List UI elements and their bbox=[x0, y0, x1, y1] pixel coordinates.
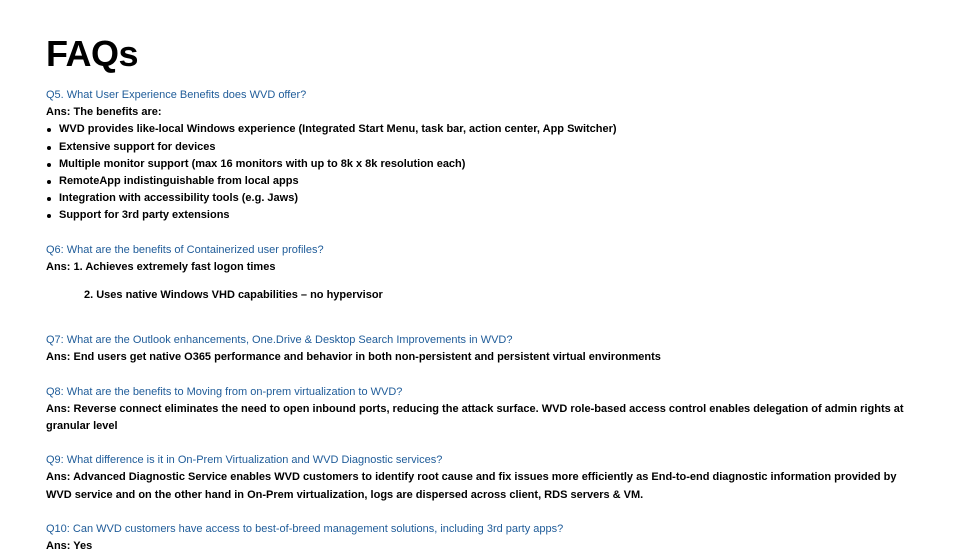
list-item bbox=[46, 190, 916, 207]
bullet-icon bbox=[47, 163, 51, 167]
faq-answer-q6: Ans: 1. Achieves extremely fast logon times bbox=[46, 260, 276, 273]
faq-question-q10: Q10: Can WVD customers have access to best-of-breed management solutions, including 3rd party apps? bbox=[46, 522, 564, 535]
list-item bbox=[46, 173, 916, 190]
faq-answer-q10: Ans: Yes bbox=[46, 540, 93, 553]
faq-content bbox=[46, 87, 916, 555]
faq-answer-q9: Ans: Advanced Diagnostic Service enables WVD customers to identify root cause and fix issues more efficiently as End-to-end diagnostic information provided by WVD service and on the other hand in On-Prem virtualization, logs are dispersed across client, RDS servers & VM. bbox=[46, 471, 897, 501]
list-item bbox=[46, 139, 916, 156]
spacer bbox=[46, 225, 916, 242]
faq-question-q8: Q8: What are the benefits to Moving from on-prem virtualization to WVD? bbox=[46, 385, 403, 398]
list-item bbox=[46, 121, 916, 138]
faq-answer-q8: Ans: Reverse connect eliminates the need to open inbound ports, reducing the attack surface. WVD role-based access control enables delegation of admin rights at granular level bbox=[46, 402, 904, 433]
bullet-text: Extensive support for devices bbox=[59, 140, 216, 153]
spacer bbox=[46, 504, 916, 521]
faq-question-q6: Q6: What are the benefits of Containerized user profiles? bbox=[46, 243, 324, 256]
faq-question-q5: Q5. What User Experience Benefits does WVD offer? bbox=[46, 89, 307, 101]
list-item bbox=[46, 207, 916, 224]
faq-answer-q7: Ans: End users get native O365 performance and behavior in both non-persistent and persistent virtual environments bbox=[46, 351, 661, 364]
bullet-text: Support for 3rd party extensions bbox=[59, 209, 230, 222]
bullet-text: Multiple monitor support (max 16 monitors with up to 8k x 8k resolution each) bbox=[59, 157, 466, 170]
bullet-icon bbox=[47, 214, 51, 218]
spacer bbox=[46, 367, 916, 384]
faq-answer-q5: Ans: The benefits are: bbox=[46, 106, 162, 119]
faq-question-q9: Q9: What difference is it in On-Prem Virtualization and WVD Diagnostic services? bbox=[46, 454, 443, 467]
bullet-text: WVD provides like-local Windows experience (Integrated Start Menu, task bar, action center, App Switcher) bbox=[59, 123, 617, 136]
bullet-icon bbox=[47, 128, 51, 132]
faq-question-q7: Q7: What are the Outlook enhancements, One.Drive & Desktop Search Improvements in WVD? bbox=[46, 334, 513, 347]
list-item bbox=[46, 156, 916, 173]
bullet-text: RemoteApp indistinguishable from local apps bbox=[59, 175, 299, 188]
bullet-text: Integration with accessibility tools (e.g. Jaws) bbox=[59, 192, 298, 205]
faq-answer-q6-point-2: 2. Uses native Windows VHD capabilities – no hypervisor bbox=[84, 289, 383, 302]
bullet-icon bbox=[47, 146, 51, 150]
bullet-icon bbox=[47, 180, 51, 184]
bullet-icon bbox=[47, 197, 51, 201]
spacer bbox=[46, 315, 916, 332]
spacer bbox=[46, 435, 916, 452]
page-title: FAQs bbox=[46, 33, 139, 74]
faq-bullet-list-q5 bbox=[46, 121, 916, 224]
